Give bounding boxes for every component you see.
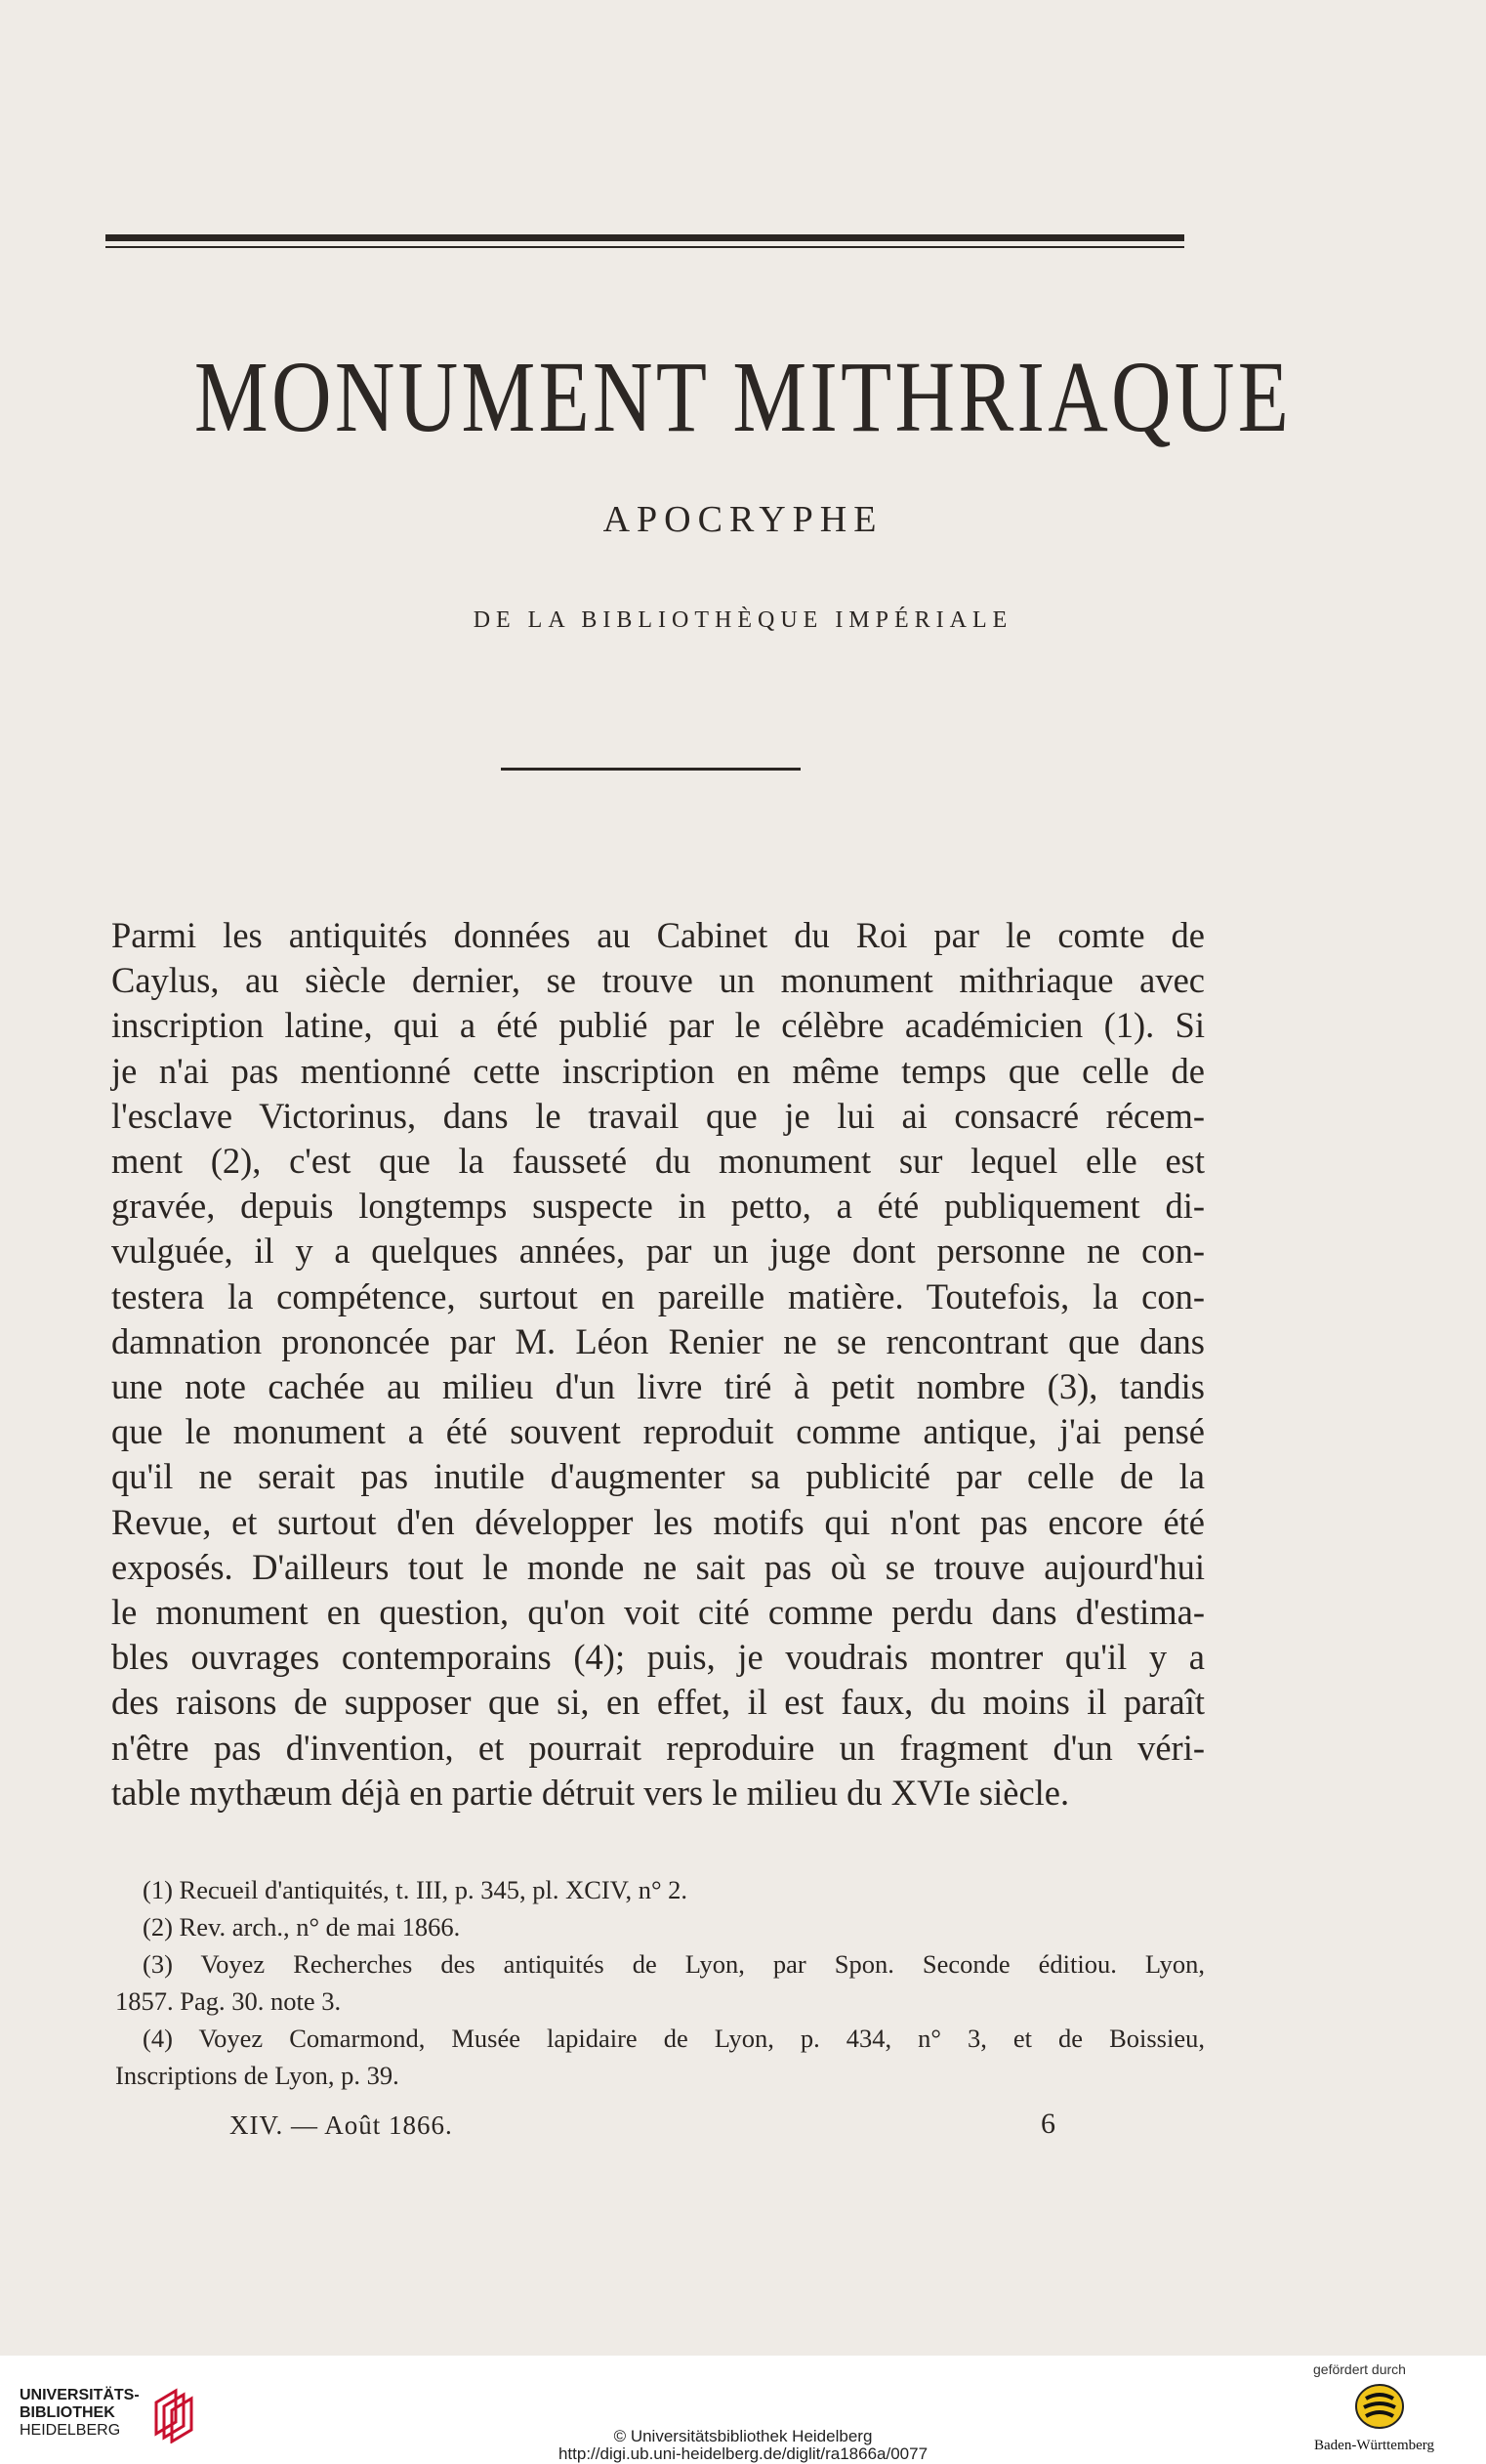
header-double-rule-thin xyxy=(105,246,1184,248)
article-subtitle: APOCRYPHE xyxy=(602,499,884,540)
body-line: que le monument a été souvent reproduit comme antique, j'ai pensé xyxy=(111,1411,1205,1452)
baden-wuerttemberg-coat-of-arms-icon[interactable] xyxy=(1354,2381,1405,2432)
body-line: Parmi les antiquités données au Cabinet du Roi par le comte de xyxy=(111,915,1205,955)
signature-line: XIV. — Août 1866. xyxy=(229,2110,453,2140)
footnote-line: (1) Recueil d'antiquités, t. III, p. 345, pl. XCIV, n° 2. xyxy=(143,1875,688,1904)
body-line: des raisons de supposer que si, en effet, il est faux, du moins il paraît xyxy=(111,1682,1205,1723)
library-name-line1: UNIVERSITÄTS- xyxy=(20,2387,140,2403)
footnote-line: 1857. Pag. 30. note 3. xyxy=(115,1986,342,2016)
body-line: Caylus, au siècle dernier, se trouve un monument mithriaque avec xyxy=(111,960,1205,1001)
body-line: qu'il ne serait pas inutile d'augmenter sa publicité par celle de la xyxy=(111,1456,1205,1497)
footnotes xyxy=(115,1871,1205,2094)
permalink-url[interactable]: http://digi.ub.uni-heidelberg.de/diglit/ra1866a/0077 xyxy=(557,2444,929,2463)
body-line: une note cachée au milieu d'un livre tiré à petit nombre (3), tandis xyxy=(111,1366,1205,1407)
body-line: inscription latine, qui a été publié par le célèbre académicien (1). Si xyxy=(111,1005,1205,1046)
credit-block xyxy=(0,2428,1486,2463)
footnote-line: (3) Voyez Recherches des antiquités de Lyon, par Spon. Seconde éditiou. Lyon, xyxy=(143,1949,1205,1979)
body-line: bles ouvrages contemporains (4); puis, je voudrais montrer qu'il y a xyxy=(111,1637,1205,1678)
sponsor-label: gefördert durch xyxy=(1313,2361,1406,2377)
body-line: ment (2), c'est que la fausseté du monument sur lequel elle est xyxy=(111,1141,1205,1182)
body-line: Revue, et surtout d'en développer les motifs qui n'ont pas encore été xyxy=(111,1501,1205,1542)
library-name-line3: HEIDELBERG xyxy=(20,2422,121,2439)
footnote-line: (2) Rev. arch., n° de mai 1866. xyxy=(143,1912,461,1942)
copyright-text: © Universitätsbibliothek Heidelberg xyxy=(613,2427,873,2445)
signature-number: 6 xyxy=(1041,2108,1055,2140)
article-subtitle-secondary: DE LA BIBLIOTHÈQUE IMPÉRIALE xyxy=(473,607,1013,633)
body-text xyxy=(111,913,1205,1816)
body-line: damnation prononcée par M. Léon Renier ne se rencontrant que dans xyxy=(111,1320,1205,1361)
body-line: je n'ai pas mentionné cette inscription en même temps que celle de xyxy=(111,1050,1205,1091)
article-title: MONUMENT MITHRIAQUE xyxy=(193,341,1293,453)
body-line: n'être pas d'invention, et pourrait reproduire un fragment d'un véri- xyxy=(111,1727,1205,1768)
footnote-line: Inscriptions de Lyon, p. 39. xyxy=(115,2061,399,2090)
body-line: testera la compétence, surtout en pareille matière. Toutefois, la con- xyxy=(111,1275,1205,1316)
library-name-line2: BIBLIOTHEK xyxy=(20,2404,115,2421)
title-separator-rule xyxy=(501,768,801,771)
body-line: vulguée, il y a quelques années, par un juge dont personne ne con- xyxy=(111,1231,1205,1272)
body-line: gravée, depuis longtemps suspecte in petto, a été publiquement di- xyxy=(111,1186,1205,1227)
footnote-line: (4) Voyez Comarmond, Musée lapidaire de Lyon, p. 434, n° 3, et de Boissieu, xyxy=(143,2024,1205,2053)
body-line: table mythæum déjà en partie détruit vers le milieu du XVIe siècle. xyxy=(111,1772,1070,1813)
header-double-rule-thick xyxy=(105,234,1184,241)
sponsor-name: Baden-Württemberg xyxy=(1314,2438,1435,2453)
body-line: exposés. D'ailleurs tout le monde ne sait pas où se trouve aujourd'hui xyxy=(111,1546,1205,1587)
body-line: le monument en question, qu'on voit cité comme perdu dans d'estima- xyxy=(111,1592,1205,1633)
body-line: l'esclave Victorinus, dans le travail que je lui ai consacré récem- xyxy=(111,1095,1205,1136)
